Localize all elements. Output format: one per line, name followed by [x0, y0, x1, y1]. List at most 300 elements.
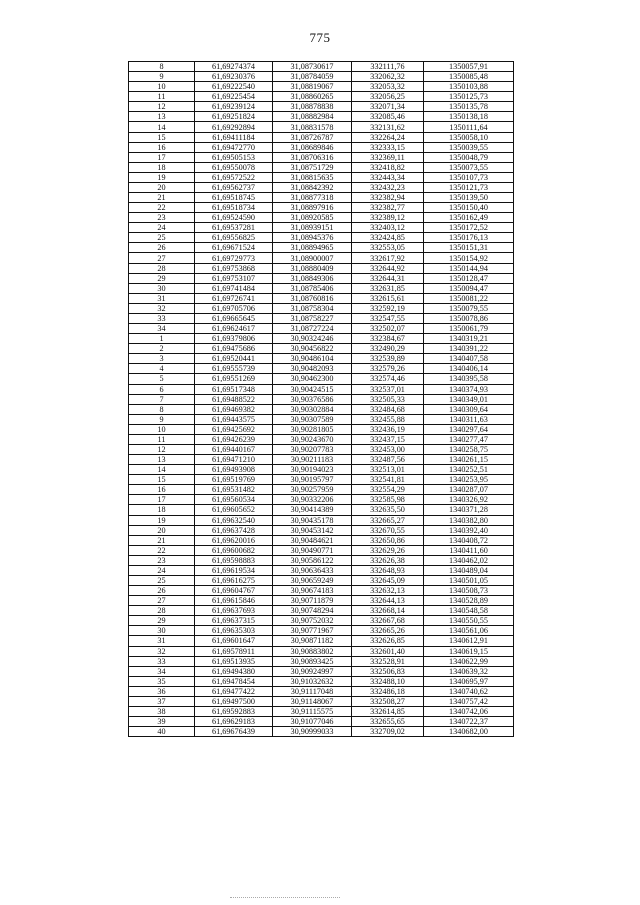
- y-coordinate-cell: 1340411,60: [424, 545, 514, 555]
- table-row: [129, 112, 514, 122]
- table-row: [129, 555, 514, 565]
- point-number-cell: 33: [129, 656, 195, 666]
- x-coordinate-cell: 332369,11: [352, 152, 424, 162]
- longitude-cell: 30,90999033: [273, 727, 352, 737]
- y-coordinate-cell: 1340508,73: [424, 586, 514, 596]
- y-coordinate-cell: 1340391,22: [424, 344, 514, 354]
- longitude-cell: 31,08878838: [273, 102, 352, 112]
- table-row: [129, 465, 514, 475]
- table-row: [129, 586, 514, 596]
- table-row: [129, 384, 514, 394]
- table-row: [129, 152, 514, 162]
- longitude-cell: 31,08877318: [273, 193, 352, 203]
- latitude-cell: 61,69629183: [195, 717, 273, 727]
- latitude-cell: 61,69472770: [195, 142, 273, 152]
- coordinates-table: [128, 61, 514, 737]
- point-number-cell: 37: [129, 696, 195, 706]
- longitude-cell: 30,90207783: [273, 444, 352, 454]
- x-coordinate-cell: 332056,25: [352, 92, 424, 102]
- latitude-cell: 61,69488522: [195, 394, 273, 404]
- point-number-cell: 30: [129, 283, 195, 293]
- y-coordinate-cell: 1340501,05: [424, 575, 514, 585]
- y-coordinate-cell: 1350128,47: [424, 273, 514, 283]
- x-coordinate-cell: 332626,38: [352, 555, 424, 565]
- longitude-cell: 30,90462300: [273, 374, 352, 384]
- longitude-cell: 30,90893425: [273, 656, 352, 666]
- y-coordinate-cell: 1340612,91: [424, 636, 514, 646]
- x-coordinate-cell: 332403,12: [352, 223, 424, 233]
- point-number-cell: 19: [129, 172, 195, 182]
- y-coordinate-cell: 1340253,95: [424, 475, 514, 485]
- point-number-cell: 32: [129, 303, 195, 313]
- x-coordinate-cell: 332382,77: [352, 203, 424, 213]
- longitude-cell: 30,90307589: [273, 414, 352, 424]
- x-coordinate-cell: 332665,27: [352, 515, 424, 525]
- latitude-cell: 61,69440167: [195, 444, 273, 454]
- longitude-cell: 30,90486104: [273, 354, 352, 364]
- y-coordinate-cell: 1340349,01: [424, 394, 514, 404]
- y-coordinate-cell: 1340550,55: [424, 616, 514, 626]
- point-number-cell: 39: [129, 717, 195, 727]
- table-row: [129, 263, 514, 273]
- point-number-cell: 30: [129, 626, 195, 636]
- longitude-cell: 30,90302884: [273, 404, 352, 414]
- table-row: [129, 455, 514, 465]
- x-coordinate-cell: 332645,09: [352, 575, 424, 585]
- y-coordinate-cell: 1340722,37: [424, 717, 514, 727]
- y-coordinate-cell: 1340371,28: [424, 505, 514, 515]
- x-coordinate-cell: 332062,32: [352, 72, 424, 82]
- y-coordinate-cell: 1340740,62: [424, 686, 514, 696]
- point-number-cell: 28: [129, 263, 195, 273]
- point-number-cell: 9: [129, 72, 195, 82]
- longitude-cell: 31,08706316: [273, 152, 352, 162]
- latitude-cell: 61,69531482: [195, 485, 273, 495]
- point-number-cell: 32: [129, 646, 195, 656]
- y-coordinate-cell: 1350061,79: [424, 324, 514, 334]
- table-row: [129, 72, 514, 82]
- x-coordinate-cell: 332506,83: [352, 666, 424, 676]
- point-number-cell: 9: [129, 414, 195, 424]
- longitude-cell: 30,90324246: [273, 334, 352, 344]
- point-number-cell: 40: [129, 727, 195, 737]
- table-row: [129, 142, 514, 152]
- latitude-cell: 61,69556825: [195, 233, 273, 243]
- latitude-cell: 61,69615846: [195, 596, 273, 606]
- latitude-cell: 61,69555739: [195, 364, 273, 374]
- table-row: [129, 666, 514, 676]
- table-row: [129, 293, 514, 303]
- y-coordinate-cell: 1340277,47: [424, 434, 514, 444]
- longitude-cell: 30,90211183: [273, 455, 352, 465]
- longitude-cell: 31,08730617: [273, 62, 352, 72]
- longitude-cell: 30,90659249: [273, 575, 352, 585]
- table-row: [129, 62, 514, 72]
- longitude-cell: 30,90490771: [273, 545, 352, 555]
- latitude-cell: 61,69251824: [195, 112, 273, 122]
- table-row: [129, 364, 514, 374]
- y-coordinate-cell: 1350121,73: [424, 182, 514, 192]
- y-coordinate-cell: 1340382,80: [424, 515, 514, 525]
- point-number-cell: 21: [129, 193, 195, 203]
- x-coordinate-cell: 332617,92: [352, 253, 424, 263]
- x-coordinate-cell: 332553,05: [352, 243, 424, 253]
- longitude-cell: 31,08726787: [273, 132, 352, 142]
- x-coordinate-cell: 332071,34: [352, 102, 424, 112]
- x-coordinate-cell: 332484,68: [352, 404, 424, 414]
- point-number-cell: 15: [129, 132, 195, 142]
- point-number-cell: 38: [129, 707, 195, 717]
- table-row: [129, 223, 514, 233]
- y-coordinate-cell: 1340528,89: [424, 596, 514, 606]
- y-coordinate-cell: 1350135,78: [424, 102, 514, 112]
- table-row: [129, 596, 514, 606]
- longitude-cell: 31,08945376: [273, 233, 352, 243]
- x-coordinate-cell: 332384,67: [352, 334, 424, 344]
- longitude-cell: 30,90586122: [273, 555, 352, 565]
- table-row: [129, 495, 514, 505]
- x-coordinate-cell: 332615,61: [352, 293, 424, 303]
- y-coordinate-cell: 1350079,55: [424, 303, 514, 313]
- latitude-cell: 61,69705706: [195, 303, 273, 313]
- point-number-cell: 6: [129, 384, 195, 394]
- table-row: [129, 525, 514, 535]
- longitude-cell: 30,90257959: [273, 485, 352, 495]
- table-row: [129, 303, 514, 313]
- y-coordinate-cell: 1340309,64: [424, 404, 514, 414]
- latitude-cell: 61,69537281: [195, 223, 273, 233]
- table-row: [129, 676, 514, 686]
- table-row: [129, 686, 514, 696]
- point-number-cell: 31: [129, 293, 195, 303]
- latitude-cell: 61,69520441: [195, 354, 273, 364]
- point-number-cell: 26: [129, 586, 195, 596]
- longitude-cell: 30,91032632: [273, 676, 352, 686]
- latitude-cell: 61,69562737: [195, 182, 273, 192]
- x-coordinate-cell: 332585,98: [352, 495, 424, 505]
- x-coordinate-cell: 332418,82: [352, 162, 424, 172]
- y-coordinate-cell: 1340489,04: [424, 565, 514, 575]
- x-coordinate-cell: 332508,27: [352, 696, 424, 706]
- point-number-cell: 29: [129, 616, 195, 626]
- x-coordinate-cell: 332333,15: [352, 142, 424, 152]
- latitude-cell: 61,69426239: [195, 434, 273, 444]
- x-coordinate-cell: 332579,26: [352, 364, 424, 374]
- table-row: [129, 334, 514, 344]
- table-row: [129, 283, 514, 293]
- longitude-cell: 31,08819067: [273, 82, 352, 92]
- table-row: [129, 696, 514, 706]
- x-coordinate-cell: 332650,86: [352, 535, 424, 545]
- point-number-cell: 34: [129, 666, 195, 676]
- x-coordinate-cell: 332111,76: [352, 62, 424, 72]
- y-coordinate-cell: 1340622,99: [424, 656, 514, 666]
- latitude-cell: 61,69469382: [195, 404, 273, 414]
- point-number-cell: 5: [129, 374, 195, 384]
- y-coordinate-cell: 1340695,97: [424, 676, 514, 686]
- x-coordinate-cell: 332486,18: [352, 686, 424, 696]
- point-number-cell: 29: [129, 273, 195, 283]
- table-row: [129, 404, 514, 414]
- x-coordinate-cell: 332644,31: [352, 273, 424, 283]
- y-coordinate-cell: 1350151,31: [424, 243, 514, 253]
- y-coordinate-cell: 1350107,73: [424, 172, 514, 182]
- latitude-cell: 61,69598883: [195, 555, 273, 565]
- y-coordinate-cell: 1340252,51: [424, 465, 514, 475]
- table-row: [129, 565, 514, 575]
- y-coordinate-cell: 1350081,22: [424, 293, 514, 303]
- longitude-cell: 31,08815635: [273, 172, 352, 182]
- table-row: [129, 273, 514, 283]
- latitude-cell: 61,69671524: [195, 243, 273, 253]
- table-row: [129, 707, 514, 717]
- point-number-cell: 21: [129, 535, 195, 545]
- y-coordinate-cell: 1340297,64: [424, 424, 514, 434]
- y-coordinate-cell: 1350138,18: [424, 112, 514, 122]
- latitude-cell: 61,69637693: [195, 606, 273, 616]
- table-row: [129, 374, 514, 384]
- y-coordinate-cell: 1340287,07: [424, 485, 514, 495]
- latitude-cell: 61,69635303: [195, 626, 273, 636]
- point-number-cell: 36: [129, 686, 195, 696]
- longitude-cell: 30,90636433: [273, 565, 352, 575]
- longitude-cell: 30,90456822: [273, 344, 352, 354]
- point-number-cell: 27: [129, 596, 195, 606]
- point-number-cell: 24: [129, 565, 195, 575]
- longitude-cell: 30,90484621: [273, 535, 352, 545]
- point-number-cell: 24: [129, 223, 195, 233]
- page-number: 775: [309, 30, 331, 45]
- x-coordinate-cell: 332547,55: [352, 313, 424, 323]
- y-coordinate-cell: 1340406,14: [424, 364, 514, 374]
- x-coordinate-cell: 332614,85: [352, 707, 424, 717]
- longitude-cell: 30,90435178: [273, 515, 352, 525]
- latitude-cell: 61,69518734: [195, 203, 273, 213]
- longitude-cell: 30,90453142: [273, 525, 352, 535]
- latitude-cell: 61,69225454: [195, 92, 273, 102]
- latitude-cell: 61,69239124: [195, 102, 273, 112]
- latitude-cell: 61,69551269: [195, 374, 273, 384]
- table-row: [129, 122, 514, 132]
- point-number-cell: 15: [129, 475, 195, 485]
- table-row: [129, 354, 514, 364]
- table-row: [129, 434, 514, 444]
- y-coordinate-cell: 1340407,58: [424, 354, 514, 364]
- x-coordinate-cell: 332264,24: [352, 132, 424, 142]
- latitude-cell: 61,69379806: [195, 334, 273, 344]
- latitude-cell: 61,69665645: [195, 313, 273, 323]
- x-coordinate-cell: 332505,33: [352, 394, 424, 404]
- y-coordinate-cell: 1340261,15: [424, 455, 514, 465]
- longitude-cell: 30,90883802: [273, 646, 352, 656]
- table-row: [129, 727, 514, 737]
- point-number-cell: 11: [129, 92, 195, 102]
- x-coordinate-cell: 332437,15: [352, 434, 424, 444]
- latitude-cell: 61,69741484: [195, 283, 273, 293]
- x-coordinate-cell: 332085,46: [352, 112, 424, 122]
- table-row: [129, 243, 514, 253]
- y-coordinate-cell: 1350058,10: [424, 132, 514, 142]
- longitude-cell: 31,08758304: [273, 303, 352, 313]
- latitude-cell: 61,69443575: [195, 414, 273, 424]
- latitude-cell: 61,69729773: [195, 253, 273, 263]
- longitude-cell: 31,08900007: [273, 253, 352, 263]
- y-coordinate-cell: 1350057,91: [424, 62, 514, 72]
- longitude-cell: 30,90674183: [273, 586, 352, 596]
- table-row: [129, 193, 514, 203]
- latitude-cell: 61,69517348: [195, 384, 273, 394]
- longitude-cell: 30,90711879: [273, 596, 352, 606]
- latitude-cell: 61,69493908: [195, 465, 273, 475]
- x-coordinate-cell: 332635,50: [352, 505, 424, 515]
- latitude-cell: 61,69494380: [195, 666, 273, 676]
- point-number-cell: 10: [129, 82, 195, 92]
- y-coordinate-cell: 1340319,21: [424, 334, 514, 344]
- longitude-cell: 31,08939151: [273, 223, 352, 233]
- table-row: [129, 616, 514, 626]
- latitude-cell: 61,69572522: [195, 172, 273, 182]
- table-row: [129, 424, 514, 434]
- table-row: [129, 203, 514, 213]
- x-coordinate-cell: 332131,62: [352, 122, 424, 132]
- longitude-cell: 30,91117048: [273, 686, 352, 696]
- longitude-cell: 31,08882984: [273, 112, 352, 122]
- x-coordinate-cell: 332592,19: [352, 303, 424, 313]
- y-coordinate-cell: 1340462,02: [424, 555, 514, 565]
- x-coordinate-cell: 332648,93: [352, 565, 424, 575]
- table-row: [129, 82, 514, 92]
- x-coordinate-cell: 332626,85: [352, 636, 424, 646]
- latitude-cell: 61,69616275: [195, 575, 273, 585]
- point-number-cell: 27: [129, 253, 195, 263]
- point-number-cell: 25: [129, 233, 195, 243]
- y-coordinate-cell: 1340639,32: [424, 666, 514, 676]
- x-coordinate-cell: 332574,46: [352, 374, 424, 384]
- x-coordinate-cell: 332629,26: [352, 545, 424, 555]
- x-coordinate-cell: 332490,29: [352, 344, 424, 354]
- x-coordinate-cell: 332632,13: [352, 586, 424, 596]
- longitude-cell: 30,90748294: [273, 606, 352, 616]
- x-coordinate-cell: 332541,81: [352, 475, 424, 485]
- latitude-cell: 61,69524590: [195, 213, 273, 223]
- table-row: [129, 313, 514, 323]
- latitude-cell: 61,69425692: [195, 424, 273, 434]
- point-number-cell: 18: [129, 505, 195, 515]
- x-coordinate-cell: 332389,12: [352, 213, 424, 223]
- x-coordinate-cell: 332382,94: [352, 193, 424, 203]
- table-row: [129, 717, 514, 727]
- x-coordinate-cell: 332668,14: [352, 606, 424, 616]
- point-number-cell: 8: [129, 404, 195, 414]
- point-number-cell: 22: [129, 545, 195, 555]
- longitude-cell: 30,90771967: [273, 626, 352, 636]
- table-row: [129, 515, 514, 525]
- longitude-cell: 31,08860265: [273, 92, 352, 102]
- x-coordinate-cell: 332453,00: [352, 444, 424, 454]
- y-coordinate-cell: 1340742,06: [424, 707, 514, 717]
- latitude-cell: 61,69477422: [195, 686, 273, 696]
- longitude-cell: 31,08880409: [273, 263, 352, 273]
- latitude-cell: 61,69471210: [195, 455, 273, 465]
- x-coordinate-cell: 332644,92: [352, 263, 424, 273]
- y-coordinate-cell: 1340408,72: [424, 535, 514, 545]
- longitude-cell: 31,08831578: [273, 122, 352, 132]
- latitude-cell: 61,69753107: [195, 273, 273, 283]
- x-coordinate-cell: 332665,26: [352, 626, 424, 636]
- point-number-cell: 25: [129, 575, 195, 585]
- table-row: [129, 172, 514, 182]
- longitude-cell: 30,91077046: [273, 717, 352, 727]
- y-coordinate-cell: 1350111,64: [424, 122, 514, 132]
- y-coordinate-cell: 1340311,63: [424, 414, 514, 424]
- point-number-cell: 2: [129, 344, 195, 354]
- point-number-cell: 34: [129, 324, 195, 334]
- longitude-cell: 30,91148067: [273, 696, 352, 706]
- longitude-cell: 31,08784059: [273, 72, 352, 82]
- longitude-cell: 31,08849306: [273, 273, 352, 283]
- y-coordinate-cell: 1350150,40: [424, 203, 514, 213]
- latitude-cell: 61,69753868: [195, 263, 273, 273]
- latitude-cell: 61,69518745: [195, 193, 273, 203]
- y-coordinate-cell: 1350073,55: [424, 162, 514, 172]
- longitude-cell: 30,90752032: [273, 616, 352, 626]
- x-coordinate-cell: 332528,91: [352, 656, 424, 666]
- point-number-cell: 12: [129, 444, 195, 454]
- point-number-cell: 4: [129, 364, 195, 374]
- y-coordinate-cell: 1350172,52: [424, 223, 514, 233]
- longitude-cell: 30,90376586: [273, 394, 352, 404]
- x-coordinate-cell: 332488,10: [352, 676, 424, 686]
- table-row: [129, 646, 514, 656]
- latitude-cell: 61,69411184: [195, 132, 273, 142]
- latitude-cell: 61,69619534: [195, 565, 273, 575]
- longitude-cell: 31,08689846: [273, 142, 352, 152]
- y-coordinate-cell: 1340395,58: [424, 374, 514, 384]
- table-row: [129, 92, 514, 102]
- table-row: [129, 475, 514, 485]
- x-coordinate-cell: 332554,29: [352, 485, 424, 495]
- longitude-cell: 30,90281805: [273, 424, 352, 434]
- x-coordinate-cell: 332539,89: [352, 354, 424, 364]
- latitude-cell: 61,69624617: [195, 324, 273, 334]
- longitude-cell: 31,08897916: [273, 203, 352, 213]
- longitude-cell: 30,90871182: [273, 636, 352, 646]
- y-coordinate-cell: 1350085,48: [424, 72, 514, 82]
- point-number-cell: 19: [129, 515, 195, 525]
- y-coordinate-cell: 1350144,94: [424, 263, 514, 273]
- latitude-cell: 61,69637428: [195, 525, 273, 535]
- point-number-cell: 17: [129, 495, 195, 505]
- point-number-cell: 14: [129, 122, 195, 132]
- x-coordinate-cell: 332502,07: [352, 324, 424, 334]
- latitude-cell: 61,69519769: [195, 475, 273, 485]
- point-number-cell: 11: [129, 434, 195, 444]
- x-coordinate-cell: 332709,02: [352, 727, 424, 737]
- point-number-cell: 12: [129, 102, 195, 112]
- table-row: [129, 132, 514, 142]
- point-number-cell: 31: [129, 636, 195, 646]
- table-row: [129, 324, 514, 334]
- point-number-cell: 28: [129, 606, 195, 616]
- table-row: [129, 505, 514, 515]
- latitude-cell: 61,69592883: [195, 707, 273, 717]
- point-number-cell: 8: [129, 62, 195, 72]
- point-number-cell: 33: [129, 313, 195, 323]
- longitude-cell: 31,08894965: [273, 243, 352, 253]
- table-row: [129, 545, 514, 555]
- latitude-cell: 61,69274374: [195, 62, 273, 72]
- latitude-cell: 61,69726741: [195, 293, 273, 303]
